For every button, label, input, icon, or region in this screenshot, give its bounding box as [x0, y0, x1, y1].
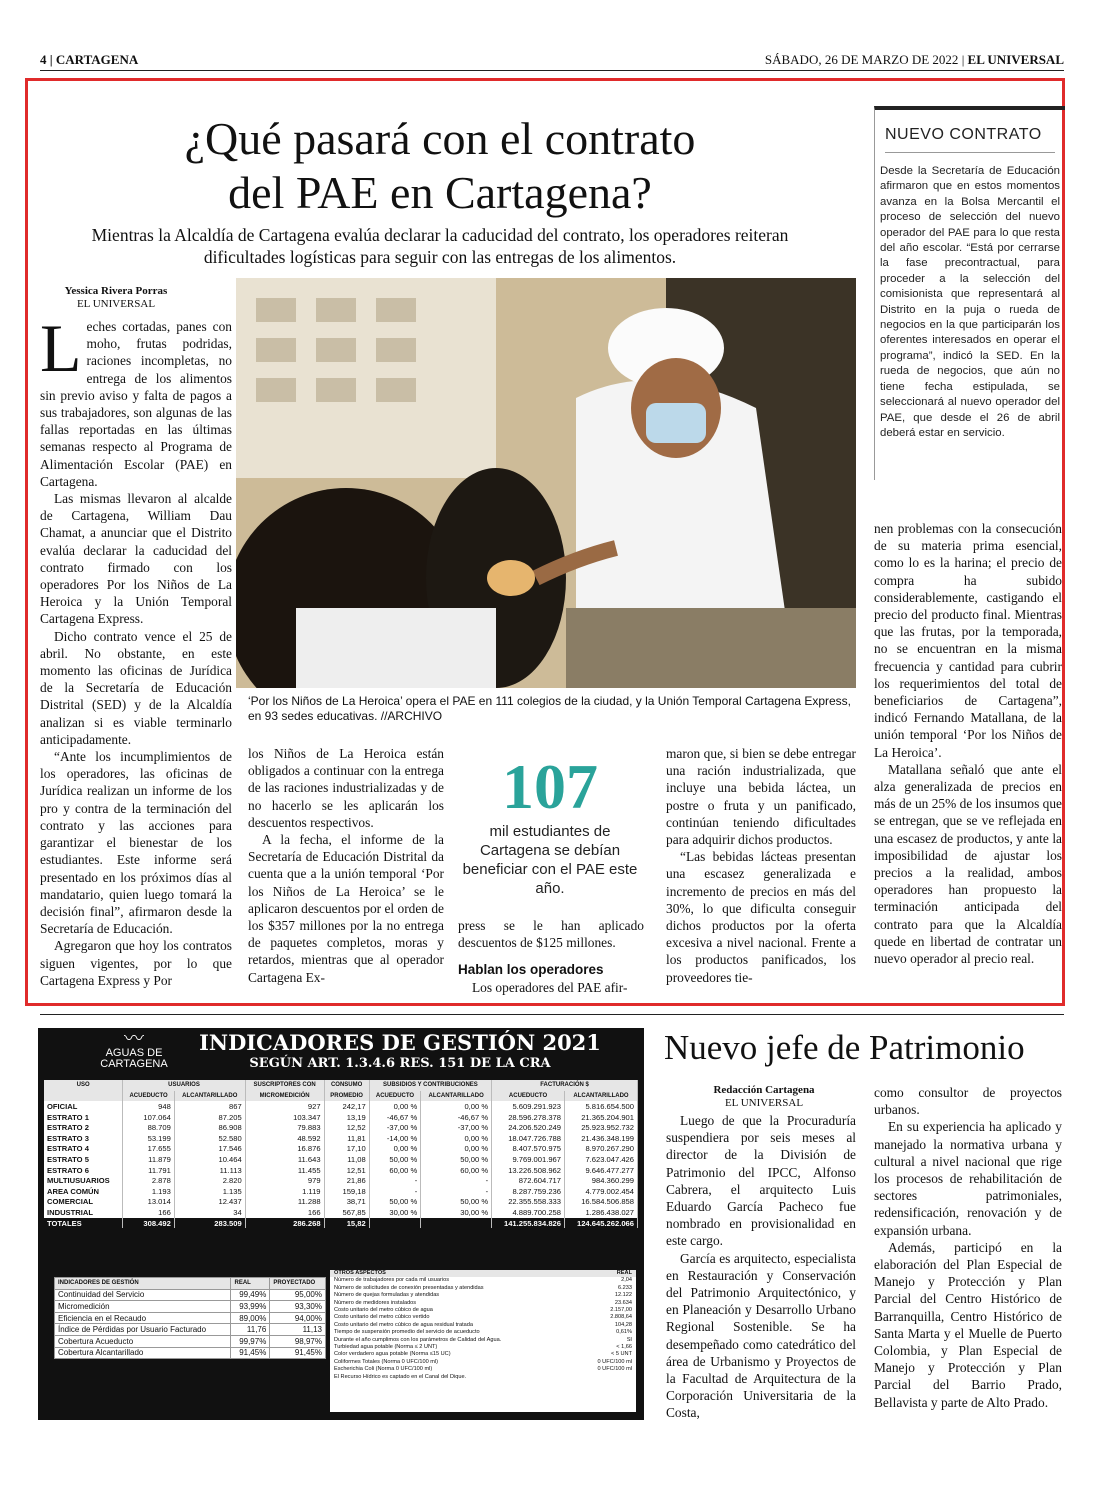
table-cell: INDUSTRIAL — [44, 1207, 123, 1218]
table-subheader — [44, 1091, 638, 1102]
table-cell: 166 — [245, 1207, 324, 1218]
folio-left: 4 | CARTAGENA — [40, 52, 139, 67]
table-cell: 104,28 — [614, 1321, 632, 1328]
table-header — [55, 1278, 326, 1290]
column-header: INDICADORES DE GESTIÓN — [55, 1278, 231, 1290]
table-cell: 17.546 — [174, 1144, 245, 1155]
table-cell: 2,04 — [621, 1277, 632, 1284]
column-header: ALCANTARILLADO — [421, 1091, 492, 1102]
table-cell: 94,00% — [270, 1312, 326, 1324]
table-cell: 8.970.267.290 — [565, 1144, 638, 1155]
table-cell: < 5 UNT — [611, 1351, 632, 1358]
table-cell: OFICIAL — [44, 1101, 123, 1112]
table-cell: 86.908 — [174, 1122, 245, 1133]
company-logo — [92, 1030, 176, 1074]
table-cell: 2.820 — [174, 1175, 245, 1186]
table-cell: 89,00% — [231, 1312, 270, 1324]
table-cell: Turbiedad agua potable (Norma ≤ 2 UNT) — [334, 1344, 438, 1351]
table-cell — [421, 1218, 492, 1229]
table-row — [44, 1165, 638, 1176]
patrimonio-byline — [664, 1084, 864, 1110]
author-outlet: EL UNIVERSAL — [724, 1097, 804, 1109]
table-cell: Micromedición — [55, 1301, 231, 1313]
stat-text: mil estudiantes de Cartagena se debían beneficiar con el PAE este año. — [462, 823, 638, 897]
column-header: REAL — [231, 1278, 270, 1290]
table-cell: 166 — [123, 1207, 175, 1218]
column-header: ALCANTARILLADO — [565, 1091, 638, 1102]
table-cell: -46,67 % — [421, 1112, 492, 1123]
wave-icon: 〰 — [124, 1028, 144, 1050]
column-header: ACUEDUCTO — [369, 1091, 421, 1102]
table-row — [330, 1314, 636, 1321]
stat-number: 107 — [502, 751, 598, 822]
section-subhead: Hablan los operadores — [458, 962, 604, 978]
table-cell: Número de trabajadores por cada mil usuarios — [334, 1277, 450, 1284]
ad-title: INDICADORES DE GESTIÓN 2021 — [199, 1030, 601, 1055]
table-cell: TOTALES — [44, 1218, 123, 1229]
column-header: ALCANTARILLADO — [174, 1091, 245, 1102]
table-cell: 53.199 — [123, 1133, 175, 1144]
table-cell: 7.623.047.426 — [565, 1154, 638, 1165]
table-cell: -37,00 % — [369, 1122, 421, 1133]
paragraph: Dicho contrato vence el 25 de abril. No obstante, en este momento las oficinas de Jurídica de la Secretaría de Educación Distrital (SED) y de la Alcaldía analizan si es viable terminarlo anticipadamente. — [40, 628, 232, 747]
table-cell: Índice de Pérdidas por Usuario Facturado — [55, 1324, 231, 1336]
totals-row — [44, 1218, 638, 1229]
table-cell: 12,52 — [324, 1122, 369, 1133]
table-cell: 8.407.570.975 — [492, 1144, 565, 1155]
photo-caption: ‘Por los Niños de La Heroica’ opera el PAE en 111 colegios de la ciudad, y la Unión Temporal Cartagena Express, en 93 sedes educativas. //ARCHIVO — [248, 694, 852, 723]
paragraph: Agregaron que hoy los contratos siguen vigentes, por lo que Cartagena Express y Por — [40, 938, 232, 988]
table-cell: ESTRATO 3 — [44, 1133, 123, 1144]
table-cell: 12,51 — [324, 1165, 369, 1176]
column-header: MICROMEDICIÓN — [245, 1091, 324, 1102]
table-cell: 11.113 — [174, 1165, 245, 1176]
table-cell: 984.360.299 — [565, 1175, 638, 1186]
column-header — [44, 1091, 123, 1102]
table-cell: 28.596.278.378 — [492, 1112, 565, 1123]
table-cell: 93,30% — [270, 1301, 326, 1313]
section-divider — [40, 1014, 1064, 1015]
table-cell: 0,00 % — [421, 1101, 492, 1112]
table-row — [330, 1277, 636, 1284]
table-cell: 91,45% — [231, 1347, 270, 1359]
table-cell: 98,97% — [270, 1335, 326, 1347]
table-cell: 2.808,64 — [610, 1314, 632, 1321]
table-row — [44, 1133, 638, 1144]
table-cell: Coliformes Totales (Norma 0 UFC/100 ml) — [334, 1358, 439, 1365]
table-cell: 11,76 — [231, 1324, 270, 1336]
paragraph: como consultor de proyectos urbanos. — [874, 1085, 1062, 1118]
table-cell: 88.709 — [123, 1122, 175, 1133]
table-cell: 11.791 — [123, 1165, 175, 1176]
table-cell: 18.047.726.788 — [492, 1133, 565, 1144]
table-cell: 11,81 — [324, 1133, 369, 1144]
table-cell: 308.492 — [123, 1218, 175, 1229]
table-cell: AREA COMÚN — [44, 1186, 123, 1197]
author-name: Redacción Cartagena — [713, 1084, 815, 1096]
table-cell: 124.645.262.066 — [565, 1218, 638, 1229]
table-row — [44, 1197, 638, 1208]
table-cell: 927 — [245, 1101, 324, 1112]
paragraph: A la fecha, el informe de la Secretaría de Educación Distrital da cuenta que a la unión temporal ‘Por los Niños de La Heroica’ se le aplicaron descuentos por el orden de los $357 millones por la no entrega de paquetes completos, moras y retardos, mientras que al operador Cartagena Ex- — [248, 832, 444, 985]
table-cell: 60,00 % — [369, 1165, 421, 1176]
table-cell: Continuidad del Servicio — [55, 1289, 231, 1301]
table-cell: 99,97% — [231, 1335, 270, 1347]
table-cell: 159,18 — [324, 1186, 369, 1197]
table-cell: 9.769.001.967 — [492, 1154, 565, 1165]
other-aspects-table — [330, 1270, 636, 1412]
table-cell: 11,13 — [270, 1324, 326, 1336]
table-group-header — [44, 1080, 638, 1091]
table-cell: ESTRATO 4 — [44, 1144, 123, 1155]
table-cell: 38,71 — [324, 1197, 369, 1208]
table-row — [55, 1335, 326, 1347]
table-row — [330, 1322, 636, 1329]
column-group: SUSCRIPTORES CON — [245, 1080, 324, 1091]
table-cell: Número de quejas formuladas y atendidas — [334, 1292, 440, 1299]
article-column-1 — [40, 310, 232, 989]
usage-table — [44, 1080, 638, 1228]
table-cell: 99,49% — [231, 1289, 270, 1301]
table-cell: 0,00 % — [369, 1101, 421, 1112]
column-group: FACTURACIÓN $ — [492, 1080, 638, 1091]
patrimonio-column-1 — [666, 1112, 856, 1422]
table-cell: ESTRATO 2 — [44, 1122, 123, 1133]
table-cell: 50,00 % — [421, 1154, 492, 1165]
table-cell: - — [421, 1186, 492, 1197]
table-cell: 22.355.558.333 — [492, 1197, 565, 1208]
table-cell: 0,61% — [616, 1329, 632, 1336]
article-headline — [40, 112, 840, 220]
paragraph: Los operadores del PAE afir- — [472, 979, 628, 995]
column-header: PROMEDIO — [324, 1091, 369, 1102]
paragraph: los Niños de La Heroica están obligados a continuar con la entrega de las raciones industrializadas y de no hacerlo se les aplicarán los descuentos respectivos. — [248, 746, 444, 830]
table-cell: ESTRATO 1 — [44, 1112, 123, 1123]
table-cell: 103.347 — [245, 1112, 324, 1123]
table-row — [330, 1344, 636, 1351]
table-cell: Costo unitario del metro cúbico de agua — [334, 1307, 433, 1314]
table-cell: 50,00 % — [369, 1154, 421, 1165]
table-cell: 0,00 % — [421, 1133, 492, 1144]
table-cell: Cobertura Acueducto — [55, 1335, 231, 1347]
table-cell: -37,00 % — [421, 1122, 492, 1133]
patrimonio-headline: Nuevo jefe de Patrimonio — [664, 1028, 1025, 1067]
table-cell: 11.288 — [245, 1197, 324, 1208]
table-cell: - — [421, 1175, 492, 1186]
table-cell: 1.135 — [174, 1186, 245, 1197]
table-cell: 30,00 % — [421, 1207, 492, 1218]
table-cell: 50,00 % — [369, 1197, 421, 1208]
paragraph: Luego de que la Procuraduría suspendiera por seis meses al director de la División de Patrimonio del IPCC, Alfonso Cabrera, el arquitecto Luis Eduardo García Pacheco fue nombrado en provisionalidad en este cargo. — [666, 1113, 856, 1249]
table-cell: 0 UFC/100 ml — [597, 1366, 632, 1373]
table-cell: 283.509 — [174, 1218, 245, 1229]
table-row — [44, 1154, 638, 1165]
table-cell: 50,00 % — [421, 1197, 492, 1208]
table-row — [330, 1292, 636, 1299]
table-cell: 6.233 — [618, 1284, 632, 1291]
table-cell: 79.883 — [245, 1122, 324, 1133]
table-row — [330, 1359, 636, 1366]
table-cell: 4.779.002.454 — [565, 1186, 638, 1197]
paragraph: García es arquitecto, especialista en Restauración y Conservación del Patrimonio Arquitectónico, y en Planeación y Desarrollo Urbano Regional Sostenible. Se ha desempeñado como catedrático del área de Urbanismo y Proyectos de la Facultad de Arquitectura de la Corporación Universitaria de la Costa, — [666, 1250, 856, 1421]
paragraph: eches cortadas, panes con moho, frutas podridas, raciones incompletas, no entrega de los alimentos sin previo aviso y falta de pagos a sus trabajadores, son algunas de las fallas reportadas en las últimas semanas respecto al Programa de Alimentación Escolar (PAE) en Cartagena. — [40, 319, 232, 489]
table-cell: - — [369, 1175, 421, 1186]
column-header: REAL — [616, 1270, 632, 1276]
table-cell: 8.287.759.236 — [492, 1186, 565, 1197]
table-cell: 10.464 — [174, 1154, 245, 1165]
table-cell: Número de medidores instalados — [334, 1299, 417, 1306]
table-row — [330, 1285, 636, 1292]
paper-name: EL UNIVERSAL — [967, 52, 1064, 67]
table-row — [44, 1144, 638, 1155]
folio-right: SÁBADO, 26 DE MARZO DE 2022 | EL UNIVERSAL — [764, 52, 1064, 67]
article-deck: Mientras la Alcaldía de Cartagena evalúa declarar la caducidad del contrato, los operadores reiteran dificultades logísticas para seguir con las entregas de los alimentos. — [91, 225, 789, 267]
table-cell: COMERCIAL — [44, 1197, 123, 1208]
page-folio — [40, 52, 1064, 71]
table-cell: 979 — [245, 1175, 324, 1186]
table-cell: 0,00 % — [421, 1144, 492, 1155]
table-cell: 11.455 — [245, 1165, 324, 1176]
table-cell: 567,85 — [324, 1207, 369, 1218]
table-cell: 48.592 — [245, 1133, 324, 1144]
table-cell: 0,00 % — [369, 1144, 421, 1155]
article-column-3 — [458, 917, 644, 996]
table-cell: 95,00% — [270, 1289, 326, 1301]
table-cell: Eficiencia en el Recaudo — [55, 1312, 231, 1324]
table-cell: 34 — [174, 1207, 245, 1218]
table-row — [44, 1175, 638, 1186]
article-column-5 — [874, 520, 1062, 967]
logo-line-2: CARTAGENA — [100, 1058, 168, 1070]
table-row — [330, 1329, 636, 1336]
table-row — [330, 1351, 636, 1358]
table-row — [330, 1337, 636, 1344]
table-cell: 52.580 — [174, 1133, 245, 1144]
table-cell: 948 — [123, 1101, 175, 1112]
table-cell: 12.122 — [614, 1292, 632, 1299]
table-cell: 13.014 — [123, 1197, 175, 1208]
table-cell: 2.157,00 — [610, 1307, 632, 1314]
table-cell: SI — [626, 1336, 632, 1343]
table-row — [55, 1324, 326, 1336]
column-header: PROYECTADO — [270, 1278, 326, 1290]
table-cell: - — [369, 1186, 421, 1197]
ad-subtitle: SEGÚN ART. 1.3.4.6 RES. 151 DE LA CRA — [249, 1056, 551, 1071]
column-group: USUARIOS — [123, 1080, 245, 1091]
table-cell: 867 — [174, 1101, 245, 1112]
table-row — [44, 1186, 638, 1197]
table-cell: 2.878 — [123, 1175, 175, 1186]
table-cell: 5.816.654.500 — [565, 1101, 638, 1112]
paragraph: “Ante los incumplimientos de los operadores, las oficinas de Jurídica realizan un informe de los pro y contra de la terminación del contrato y las acciones para garantizar el bienestar de los estudiantes. Este informe será presentado en los próximos días al mandatario, quien luego tomará la decisión final”, afirmaron desde la Secretaría de Educación. — [40, 749, 232, 937]
headline-line-2: del PAE en Cartagena? — [228, 167, 652, 218]
table-row — [55, 1289, 326, 1301]
table-row — [44, 1122, 638, 1133]
table-cell: 17.655 — [123, 1144, 175, 1155]
drop-cap: L — [40, 310, 82, 386]
table-cell: 87.205 — [174, 1112, 245, 1123]
photo-illustration — [236, 278, 856, 688]
table-cell: 30,00 % — [369, 1207, 421, 1218]
table-cell: Escherichia Coli (Norma 0 UFC/100 ml) — [334, 1366, 433, 1373]
table-cell: Costo unitario del metro cúbico de agua residual tratada — [334, 1321, 473, 1328]
paragraph: nen problemas con la consecución de su materia prima esencial, como lo es la harina; el precio de compra ha subido considerablemente, castigando el precio del producto final. Mientras que las frutas, por la temporada, no se encuentran en la misma frecuencia y cantidad para cubrir los requerimientos del total de beneficiarios de Cartagena”, indicó Fernando Matallana, de la unión temporal ‘Por los Niños de La Heroica’. — [874, 521, 1062, 760]
table-cell: 13.226.508.962 — [492, 1165, 565, 1176]
paragraph: En su experiencia ha aplicado y manejado la normativa urbana y cultural a nivel nacional que rige los procesos de rehabilitación de sectores patrimoniales, redensificación, renovación y de expansión urbana. — [874, 1119, 1062, 1238]
headline-line-1: ¿Qué pasará con el contrato — [184, 113, 696, 164]
table-cell: Durante el año cumplimos con los parámetros de Calidad del Agua. — [334, 1336, 502, 1343]
table-cell: 4.889.700.258 — [492, 1207, 565, 1218]
table-cell: 1.193 — [123, 1186, 175, 1197]
article-byline — [40, 285, 192, 311]
table-cell: ESTRATO 5 — [44, 1154, 123, 1165]
table-row — [55, 1312, 326, 1324]
table-cell: 286.268 — [245, 1218, 324, 1229]
table-cell: 5.609.291.923 — [492, 1101, 565, 1112]
table-cell: El Recurso Hídrico es captado en el Canal del Dique. — [334, 1373, 467, 1380]
table-row — [330, 1366, 636, 1373]
paragraph: Además, participó en la elaboración del Plan Especial de Manejo y Protección y Plan Parcial del Centro Histórico de Barranquilla, Centro Histórico de Santa Marta y el Muelle de Puerto Colombia, y Plan Especial de Manejo y Protección y Plan Parcial del Barrio Prado, Bellavista y parte de Alto Prado. — [874, 1239, 1062, 1410]
table-cell: 1.286.438.027 — [565, 1207, 638, 1218]
paragraph: press se le han aplicado descuentos de $125 millones. — [458, 918, 644, 951]
author-name: Yessica Rivera Porras — [64, 285, 168, 297]
article-photo — [236, 278, 856, 688]
table-row — [55, 1347, 326, 1359]
table-cell: Color verdadero agua potable (Norma ≤15 UC) — [334, 1351, 451, 1358]
table-row — [55, 1301, 326, 1313]
table-cell: 107.064 — [123, 1112, 175, 1123]
table-cell: ESTRATO 6 — [44, 1165, 123, 1176]
table-cell: 16.876 — [245, 1144, 324, 1155]
paragraph: “Las bebidas lácteas presentan una escasez generalizada e incremento de precios en más del 30%, lo que dificulta conseguir dichos productos por la oferta excesiva a nivel nacional. Frente a los productos panificados, los proveedores tie- — [666, 849, 856, 985]
table-row — [44, 1101, 638, 1112]
page-number: 4 — [40, 52, 47, 67]
issue-date: SÁBADO, 26 DE MARZO DE 2022 — [764, 52, 959, 67]
table-row — [330, 1374, 636, 1381]
table-cell: 21,86 — [324, 1175, 369, 1186]
table-cell: 12.437 — [174, 1197, 245, 1208]
paragraph: maron que, si bien se debe entregar una ración industrializada, que incluye una bebida láctea, un postre o fruta y un panificado, continúan teniendo dificultades para adquirir dichos productos. — [666, 746, 856, 848]
table-cell: 0 UFC/100 ml — [597, 1358, 632, 1365]
table-row — [44, 1207, 638, 1218]
table-cell: 93,99% — [231, 1301, 270, 1313]
table-cell: 11.643 — [245, 1154, 324, 1165]
section-name: CARTAGENA — [55, 52, 139, 67]
table-cell: 17,10 — [324, 1144, 369, 1155]
management-indicators-table — [54, 1277, 326, 1359]
table-cell: -14,00 % — [369, 1133, 421, 1144]
table-cell: < 1,66 — [616, 1344, 632, 1351]
column-header: ACUEDUCTO — [492, 1091, 565, 1102]
column-group: CONSUMO — [324, 1080, 369, 1091]
column-header: ACUEDUCTO — [123, 1091, 175, 1102]
table-cell: 21.436.348.199 — [565, 1133, 638, 1144]
table-cell: 16.584.506.858 — [565, 1197, 638, 1208]
column-header: OTROS ASPECTOS — [334, 1270, 386, 1276]
table-cell: 24.206.520.249 — [492, 1122, 565, 1133]
logo-line-1: AGUAS DE — [105, 1047, 163, 1059]
table-cell: Cobertura Alcantarillado — [55, 1347, 231, 1359]
table-cell: 11.879 — [123, 1154, 175, 1165]
paragraph: Matallana señaló que ante el alza generalizada de precios en más de un 25% de los insumos que se entregan, que se ve reflejada en una escasez de productos, y ante la imposibilidad de ajustar los precios a la realidad, ambos operadores han propuesto la terminación anticipada del contrato para que la Alcaldía quede en libertad de contratar un nuevo operador al precio real. — [874, 761, 1062, 967]
table-cell: Costo unitario del metro cúbico vertido — [334, 1314, 430, 1321]
paragraph: Las mismas llevaron al alcalde de Cartagena, William Dau Chamat, a anunciar que el Distrito evalúa declarar la caducidad del contrato firmado con los operadores Por los Niños de La Heroica y la Unión Temporal Cartagena Express. — [40, 491, 232, 627]
patrimonio-column-2 — [874, 1084, 1062, 1411]
sidebar-text: Desde la Secretaría de Educación afirmaron que en estos momentos avanza en la Bolsa Mercantil el proceso de selección del nuevo operador del PAE para lo que resta del año escolar. “Está por cerrarse la fase precontractual, para proceder a la selección del comisionista que representará al Distrito en la puja o rueda de negocios en la que participarán los oferentes interesados en operar el programa”, indicó la SED. En la rueda de negocios, que aún no tiene fecha estipulada, se seleccionará al nuevo operador del PAE, que desde el 26 de abril deberá estar en servicio. — [880, 165, 1060, 439]
table-cell: 21.365.204.901 — [565, 1112, 638, 1123]
table-cell: Número de solicitudes de conexión presentadas y atendidas — [334, 1284, 484, 1291]
article-column-4 — [666, 745, 856, 986]
table-cell: 11,08 — [324, 1154, 369, 1165]
table-cell: 872.604.717 — [492, 1175, 565, 1186]
table-row — [330, 1307, 636, 1314]
table-cell: 13,19 — [324, 1112, 369, 1123]
table-cell: 15,82 — [324, 1218, 369, 1229]
table-cell: 1.119 — [245, 1186, 324, 1197]
table-cell — [369, 1218, 421, 1229]
table-cell: 23.634 — [614, 1299, 632, 1306]
author-outlet: EL UNIVERSAL — [76, 298, 156, 310]
table-row — [44, 1112, 638, 1123]
table-cell: 25.923.952.732 — [565, 1122, 638, 1133]
table-cell: MULTIUSUARIOS — [44, 1175, 123, 1186]
table-header — [330, 1270, 636, 1277]
column-group: USO — [44, 1080, 123, 1091]
table-cell: 91,45% — [270, 1347, 326, 1359]
table-cell: 9.646.477.277 — [565, 1165, 638, 1176]
article-column-2 — [248, 745, 444, 986]
table-cell: Tiempo de suspensión promedio del servicio de acueducto — [334, 1329, 480, 1336]
sidebar-title: NUEVO CONTRATO — [885, 126, 1055, 153]
table-cell: 242,17 — [324, 1101, 369, 1112]
table-row — [330, 1300, 636, 1307]
column-group: SUBSIDIOS Y CONTRIBUCIONES — [369, 1080, 491, 1091]
table-cell: 141.255.834.826 — [492, 1218, 565, 1229]
table-cell: 60,00 % — [421, 1165, 492, 1176]
table-cell: -46,67 % — [369, 1112, 421, 1123]
